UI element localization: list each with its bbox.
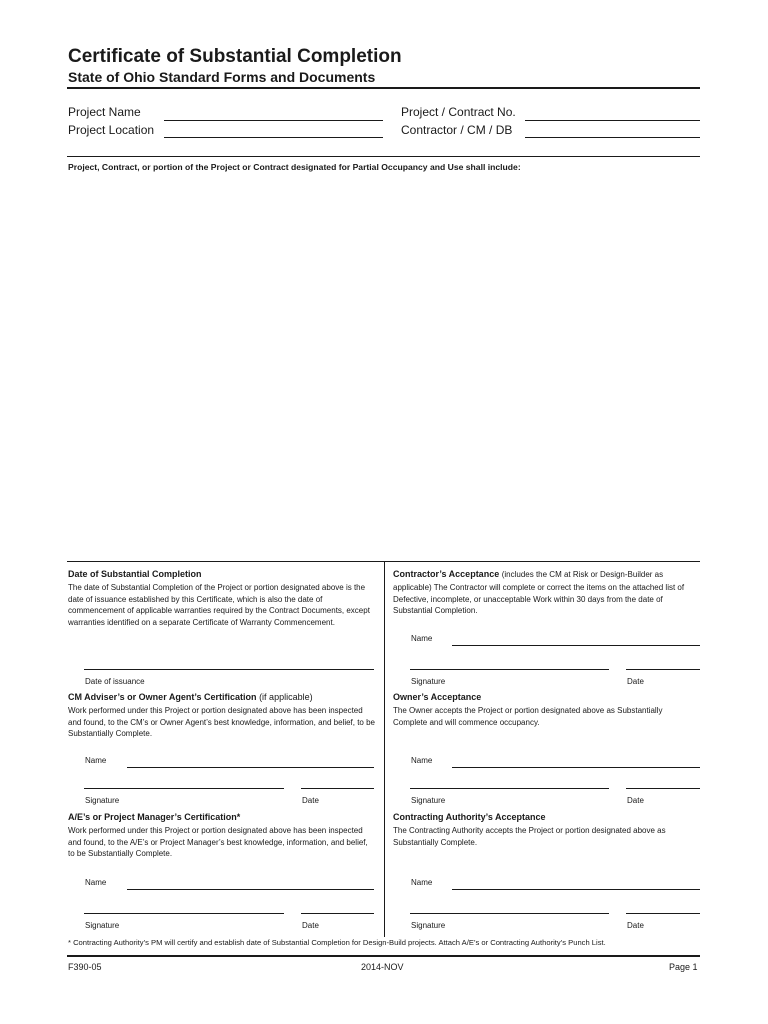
ae-date-label: Date xyxy=(302,921,319,930)
revision-date: 2014-NOV xyxy=(361,962,404,972)
cm-date-field[interactable] xyxy=(301,788,374,789)
authority-signature-label: Signature xyxy=(411,921,446,930)
form-number: F390-05 xyxy=(68,962,102,972)
contractor-acceptance-heading-note: (includes the CM at Risk or Design-Builder as xyxy=(501,570,664,579)
date-section-heading-text: Date of Substantial Completion xyxy=(68,569,202,579)
cm-signature-field[interactable] xyxy=(84,788,284,789)
footnote: * Contracting Authority’s PM will certify and establish date of Substantial Completion for Design-Build projects. Attach A/E’s or Contracting Authority’s Punch List. xyxy=(68,938,606,947)
authority-acceptance-body: The Contracting Authority accepts the Project or portion designated above as Substantially Complete. xyxy=(393,826,666,847)
cm-name-label: Name xyxy=(85,756,107,765)
cm-name-field[interactable] xyxy=(127,767,374,768)
partial-occupancy-area[interactable] xyxy=(68,178,700,554)
contractor-field[interactable] xyxy=(525,137,700,138)
contractor-date-field[interactable] xyxy=(626,669,700,670)
footer-rule xyxy=(67,955,700,957)
ae-date-field[interactable] xyxy=(301,913,374,914)
owner-name-field[interactable] xyxy=(452,767,700,768)
contractor-name-label: Name xyxy=(411,634,433,643)
authority-date-field[interactable] xyxy=(626,913,700,914)
ae-signature-label: Signature xyxy=(85,921,120,930)
authority-name-label: Name xyxy=(411,878,433,887)
date-section-body: The date of Substantial Completion of the Project or portion designated above is the date of issuance established by this Certificate, which is also the date of commencement of applicable warranties required by the Contract Documents, except warranties identified on a separate Certificate of Warranty Commencement. xyxy=(68,583,370,628)
partial-occupancy-label: Project, Contract, or portion of the Project or Contract designated for Partial Occupancy and Use shall include: xyxy=(68,162,521,172)
owner-date-field[interactable] xyxy=(626,788,700,789)
contractor-name-field[interactable] xyxy=(452,645,700,646)
date-of-issuance-label: Date of issuance xyxy=(85,677,145,686)
contractor-signature-field[interactable] xyxy=(410,669,609,670)
column-divider xyxy=(384,562,385,937)
ae-name-label: Name xyxy=(85,878,107,887)
contractor-acceptance-body: applicable) The Contractor will complete or correct the items on the attached list of Defective, incomplete, or unacceptable Work within 30 days from the date of Substantial Completion. xyxy=(393,583,685,616)
project-location-field[interactable] xyxy=(164,137,383,138)
project-location-label: Project Location xyxy=(68,123,155,137)
contractor-acceptance-heading-text: Contractor’s Acceptance xyxy=(393,569,500,579)
cm-certification-body: Work performed under this Project or portion designated above has been inspected and found, to the CM’s or Owner Agent’s best knowledge, information, and belief, to be Substantially Complete. xyxy=(68,706,376,739)
authority-name-field[interactable] xyxy=(452,889,700,890)
contractor-acceptance-heading xyxy=(393,569,663,579)
project-name-label: Project Name xyxy=(68,105,141,119)
owner-acceptance-body: The Owner accepts the Project or portion designated above as Substantially Complete and will commence occupancy. xyxy=(393,706,663,727)
authority-acceptance-heading: Contracting Authority’s Acceptance xyxy=(393,812,546,822)
owner-date-label: Date xyxy=(627,796,644,805)
owner-name-label: Name xyxy=(411,756,433,765)
cm-certification-heading-text: CM Adviser’s or Owner Agent’s Certification xyxy=(68,692,257,702)
ae-name-field[interactable] xyxy=(127,889,374,890)
ae-signature-field[interactable] xyxy=(84,913,284,914)
owner-signature-label: Signature xyxy=(411,796,446,805)
document-title: Certificate of Substantial Completion xyxy=(68,46,402,67)
date-of-issuance-field[interactable] xyxy=(84,669,374,670)
document-subtitle: State of Ohio Standard Forms and Documents xyxy=(68,69,376,85)
owner-signature-field[interactable] xyxy=(410,788,609,789)
project-name-field[interactable] xyxy=(164,120,383,121)
header-rule xyxy=(67,87,700,89)
ae-certification-heading: A/E’s or Project Manager’s Certification* xyxy=(68,812,241,822)
contractor-label: Contractor / CM / DB xyxy=(401,123,513,137)
cm-date-label: Date xyxy=(302,796,319,805)
fields-rule xyxy=(67,156,700,157)
contractor-date-label: Date xyxy=(627,677,644,686)
contractor-signature-label: Signature xyxy=(411,677,446,686)
authority-date-label: Date xyxy=(627,921,644,930)
date-section-heading xyxy=(68,569,202,579)
project-contract-no-label: Project / Contract No. xyxy=(401,105,516,119)
cm-certification-heading-note: (if applicable) xyxy=(259,692,313,702)
ae-certification-body: Work performed under this Project or portion designated above has been inspected and found, to the A/E’s or Project Manager’s best knowledge, information, and belief, to be Substantially Complete. xyxy=(68,826,368,859)
owner-acceptance-heading: Owner’s Acceptance xyxy=(393,692,482,702)
cm-signature-label: Signature xyxy=(85,796,120,805)
page-number: Page 1 xyxy=(669,962,698,972)
project-contract-no-field[interactable] xyxy=(525,120,700,121)
cm-certification-heading xyxy=(68,692,313,702)
authority-signature-field[interactable] xyxy=(410,913,609,914)
